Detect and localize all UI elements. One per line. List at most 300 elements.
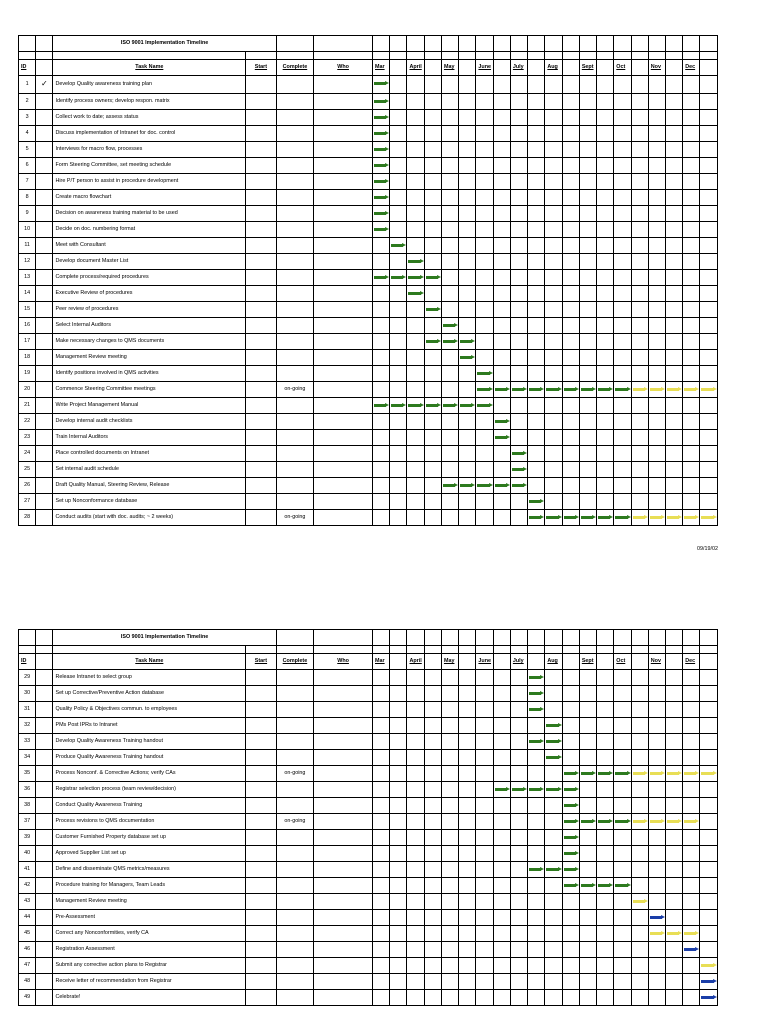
task-who bbox=[314, 382, 373, 398]
timeline-cell bbox=[545, 158, 562, 174]
timeline-cell bbox=[666, 302, 683, 318]
check-cell bbox=[36, 462, 53, 478]
task-id: 41 bbox=[19, 862, 36, 878]
timeline-arrow bbox=[374, 211, 389, 216]
check-cell bbox=[36, 126, 53, 142]
task-id: 6 bbox=[19, 158, 36, 174]
task-row bbox=[19, 990, 718, 1006]
timeline-cell bbox=[614, 286, 631, 302]
check-cell bbox=[36, 782, 53, 798]
task-name: Decision on awareness training material to be used bbox=[53, 206, 246, 222]
timeline-cell bbox=[648, 350, 665, 366]
timeline-cell bbox=[528, 430, 545, 446]
timeline-cell bbox=[407, 910, 424, 926]
timeline-cell bbox=[614, 926, 631, 942]
timeline-cell bbox=[666, 110, 683, 126]
timeline-cell bbox=[407, 462, 424, 478]
timeline-cell bbox=[528, 734, 545, 750]
timeline-cell bbox=[683, 446, 700, 462]
timeline-arrow bbox=[443, 339, 458, 344]
grid-cell bbox=[441, 646, 458, 654]
timeline-arrow bbox=[374, 81, 389, 86]
timeline-cell bbox=[562, 702, 579, 718]
grid-cell bbox=[373, 52, 390, 60]
timeline-cell bbox=[424, 430, 441, 446]
timeline-cell bbox=[614, 686, 631, 702]
timeline-cell bbox=[493, 686, 510, 702]
timeline-cell bbox=[459, 76, 476, 94]
timeline-arrow bbox=[633, 771, 648, 776]
timeline-cell bbox=[528, 158, 545, 174]
timeline-cell bbox=[424, 446, 441, 462]
task-id: 9 bbox=[19, 206, 36, 222]
timeline-cell bbox=[545, 942, 562, 958]
timeline-cell bbox=[441, 382, 458, 398]
task-id: 45 bbox=[19, 926, 36, 942]
task-row bbox=[19, 190, 718, 206]
timeline-cell bbox=[666, 718, 683, 734]
timeline-cell bbox=[459, 414, 476, 430]
arrow-head-icon bbox=[695, 515, 699, 519]
timeline-arrow bbox=[546, 755, 561, 760]
timeline-cell bbox=[683, 142, 700, 158]
timeline-cell bbox=[459, 206, 476, 222]
task-complete bbox=[276, 286, 314, 302]
timeline-arrow bbox=[667, 819, 682, 824]
timeline-cell bbox=[459, 942, 476, 958]
timeline-cell bbox=[700, 222, 718, 238]
timeline-cell bbox=[476, 142, 493, 158]
timeline-arrow bbox=[374, 227, 389, 232]
timeline-cell bbox=[459, 878, 476, 894]
timeline-cell bbox=[424, 382, 441, 398]
timeline-cell bbox=[407, 158, 424, 174]
timeline-cell bbox=[614, 846, 631, 862]
timeline-cell bbox=[528, 878, 545, 894]
timeline-cell bbox=[614, 510, 631, 526]
timeline-cell bbox=[683, 750, 700, 766]
timeline-cell bbox=[390, 238, 407, 254]
title-row bbox=[19, 36, 718, 52]
task-row bbox=[19, 158, 718, 174]
task-complete bbox=[276, 702, 314, 718]
task-who bbox=[314, 766, 373, 782]
arrow-head-icon bbox=[489, 387, 493, 391]
arrow-head-icon bbox=[695, 387, 699, 391]
timeline-cell bbox=[373, 702, 390, 718]
grid-cell bbox=[631, 646, 648, 654]
timeline-cell bbox=[390, 494, 407, 510]
timeline-cell bbox=[683, 206, 700, 222]
grid-cell bbox=[597, 630, 614, 646]
timeline-cell bbox=[700, 462, 718, 478]
timeline-cell bbox=[424, 862, 441, 878]
task-complete bbox=[276, 238, 314, 254]
timeline-cell bbox=[441, 910, 458, 926]
grid-cell bbox=[562, 36, 579, 52]
task-who bbox=[314, 414, 373, 430]
task-complete bbox=[276, 222, 314, 238]
timeline-arrow bbox=[460, 403, 475, 408]
timeline-cell bbox=[459, 718, 476, 734]
timeline-cell bbox=[631, 190, 648, 206]
timeline-cell bbox=[666, 926, 683, 942]
timeline-cell bbox=[528, 782, 545, 798]
task-start bbox=[246, 910, 276, 926]
timeline-cell bbox=[510, 862, 527, 878]
task-id: 3 bbox=[19, 110, 36, 126]
grid-cell bbox=[19, 36, 36, 52]
grid-cell bbox=[373, 630, 390, 646]
timeline-arrow bbox=[460, 339, 475, 344]
task-start bbox=[246, 398, 276, 414]
arrow-head-icon bbox=[713, 979, 717, 983]
timeline-cell bbox=[441, 76, 458, 94]
timeline-cell bbox=[579, 302, 596, 318]
timeline-arrow bbox=[408, 275, 423, 280]
task-start bbox=[246, 670, 276, 686]
timeline-cell bbox=[407, 974, 424, 990]
timeline-cell bbox=[493, 766, 510, 782]
timeline-cell bbox=[666, 76, 683, 94]
task-id: 30 bbox=[19, 686, 36, 702]
timeline-cell bbox=[545, 766, 562, 782]
task-name: Set internal audit schedule bbox=[53, 462, 246, 478]
timeline-cell bbox=[562, 174, 579, 190]
timeline-cell bbox=[597, 446, 614, 462]
timeline-cell bbox=[441, 462, 458, 478]
arrow-head-icon bbox=[558, 755, 562, 759]
task-start bbox=[246, 446, 276, 462]
timeline-cell bbox=[666, 462, 683, 478]
task-row bbox=[19, 862, 718, 878]
task-name: Process Nonconf. & Corrective Actions; verify CAs bbox=[53, 766, 246, 782]
task-complete bbox=[276, 462, 314, 478]
timeline-cell bbox=[407, 318, 424, 334]
task-complete bbox=[276, 206, 314, 222]
header-month: Mar bbox=[373, 60, 390, 76]
grid-cell bbox=[700, 630, 718, 646]
task-name: Identify positions involved in QMS activities bbox=[53, 366, 246, 382]
arrow-head-icon bbox=[592, 771, 596, 775]
timeline-cell bbox=[614, 798, 631, 814]
task-row bbox=[19, 942, 718, 958]
timeline-cell bbox=[441, 990, 458, 1006]
timeline-cell bbox=[683, 350, 700, 366]
timeline-cell bbox=[407, 398, 424, 414]
timeline-cell bbox=[545, 910, 562, 926]
grid-cell bbox=[562, 52, 579, 60]
task-id: 4 bbox=[19, 126, 36, 142]
timeline-cell bbox=[631, 814, 648, 830]
timeline-cell bbox=[700, 750, 718, 766]
timeline-cell bbox=[631, 286, 648, 302]
task-row bbox=[19, 734, 718, 750]
timeline-cell bbox=[476, 206, 493, 222]
header-month: Aug bbox=[545, 654, 562, 670]
task-row bbox=[19, 382, 718, 398]
arrow-head-icon bbox=[385, 195, 389, 199]
timeline-arrow bbox=[598, 883, 613, 888]
timeline-cell bbox=[631, 110, 648, 126]
task-who bbox=[314, 302, 373, 318]
grid-cell bbox=[276, 630, 314, 646]
timeline-cell bbox=[373, 76, 390, 94]
timeline-cell bbox=[510, 734, 527, 750]
timeline-cell bbox=[683, 878, 700, 894]
timeline-arrow bbox=[615, 883, 630, 888]
task-id: 7 bbox=[19, 174, 36, 190]
timeline-cell bbox=[597, 974, 614, 990]
timeline-cell bbox=[631, 350, 648, 366]
timeline-cell bbox=[545, 510, 562, 526]
timeline-cell bbox=[459, 974, 476, 990]
arrow-head-icon bbox=[385, 227, 389, 231]
task-row bbox=[19, 974, 718, 990]
timeline-cell bbox=[666, 94, 683, 110]
timeline-cell bbox=[528, 238, 545, 254]
timeline-cell bbox=[424, 286, 441, 302]
task-id: 24 bbox=[19, 446, 36, 462]
timeline-cell bbox=[545, 414, 562, 430]
timeline-cell bbox=[373, 814, 390, 830]
timeline-cell bbox=[545, 958, 562, 974]
header-month: Oct bbox=[614, 60, 631, 76]
timeline-cell bbox=[545, 398, 562, 414]
timeline-cell bbox=[597, 110, 614, 126]
timeline-arrow bbox=[546, 739, 561, 744]
timeline-cell bbox=[597, 942, 614, 958]
timeline-cell bbox=[683, 814, 700, 830]
timeline-cell bbox=[700, 414, 718, 430]
task-complete bbox=[276, 76, 314, 94]
timeline-cell bbox=[562, 942, 579, 958]
header-month: June bbox=[476, 654, 493, 670]
timeline-cell bbox=[493, 76, 510, 94]
timeline-cell bbox=[545, 494, 562, 510]
task-who bbox=[314, 110, 373, 126]
timeline-arrow bbox=[650, 515, 665, 520]
grid-cell bbox=[493, 654, 510, 670]
task-complete bbox=[276, 718, 314, 734]
timeline-cell bbox=[390, 942, 407, 958]
grid-cell bbox=[424, 60, 441, 76]
timeline-arrow bbox=[650, 387, 665, 392]
task-complete bbox=[276, 974, 314, 990]
task-start bbox=[246, 238, 276, 254]
timeline-cell bbox=[407, 702, 424, 718]
timeline-cell bbox=[390, 414, 407, 430]
timeline-cell bbox=[631, 382, 648, 398]
timeline-cell bbox=[407, 174, 424, 190]
timeline-cell bbox=[390, 702, 407, 718]
timeline-cell bbox=[528, 302, 545, 318]
timeline-cell bbox=[476, 478, 493, 494]
timeline-cell bbox=[614, 990, 631, 1006]
task-complete bbox=[276, 254, 314, 270]
timeline-cell bbox=[700, 254, 718, 270]
grid-cell bbox=[36, 36, 53, 52]
timeline-arrow bbox=[426, 403, 441, 408]
check-cell bbox=[36, 270, 53, 286]
timeline-cell bbox=[407, 286, 424, 302]
timeline-cell bbox=[545, 382, 562, 398]
timeline-cell bbox=[614, 254, 631, 270]
timeline-cell bbox=[683, 414, 700, 430]
timeline-cell bbox=[441, 718, 458, 734]
arrow-head-icon bbox=[661, 515, 665, 519]
timeline-cell bbox=[648, 702, 665, 718]
arrow-head-icon bbox=[609, 819, 613, 823]
check-cell bbox=[36, 510, 53, 526]
timeline-cell bbox=[545, 798, 562, 814]
timeline-cell bbox=[562, 878, 579, 894]
timeline-cell bbox=[476, 510, 493, 526]
timeline-arrow bbox=[581, 771, 596, 776]
timeline-cell bbox=[459, 510, 476, 526]
arrow-head-icon bbox=[661, 819, 665, 823]
task-complete: on-going bbox=[276, 510, 314, 526]
arrow-head-icon bbox=[506, 435, 510, 439]
timeline-cell bbox=[683, 830, 700, 846]
timeline-cell bbox=[459, 142, 476, 158]
check-cell bbox=[36, 350, 53, 366]
timeline-cell bbox=[459, 910, 476, 926]
timeline-cell bbox=[597, 670, 614, 686]
check-cell bbox=[36, 686, 53, 702]
arrow-head-icon bbox=[713, 387, 717, 391]
timeline-cell bbox=[441, 494, 458, 510]
timeline-cell bbox=[562, 430, 579, 446]
timeline-cell bbox=[459, 110, 476, 126]
timeline-cell bbox=[373, 446, 390, 462]
arrow-head-icon bbox=[661, 915, 665, 919]
timeline-cell bbox=[459, 430, 476, 446]
task-start bbox=[246, 76, 276, 94]
grid-cell bbox=[579, 630, 596, 646]
task-name: Decide on doc. numbering format bbox=[53, 222, 246, 238]
timeline-cell bbox=[545, 142, 562, 158]
timeline-cell bbox=[528, 318, 545, 334]
timeline-cell bbox=[476, 238, 493, 254]
timeline-cell bbox=[390, 142, 407, 158]
grid-cell bbox=[390, 36, 407, 52]
task-who bbox=[314, 974, 373, 990]
timeline-cell bbox=[545, 110, 562, 126]
timeline-cell bbox=[476, 750, 493, 766]
timeline-cell bbox=[476, 446, 493, 462]
header-month: May bbox=[441, 654, 458, 670]
timeline-cell bbox=[493, 190, 510, 206]
timeline-cell bbox=[562, 798, 579, 814]
timeline-cell bbox=[528, 990, 545, 1006]
task-id: 44 bbox=[19, 910, 36, 926]
timeline-cell bbox=[373, 862, 390, 878]
timeline-cell bbox=[390, 254, 407, 270]
timeline-arrow bbox=[650, 819, 665, 824]
grid-cell bbox=[441, 52, 458, 60]
arrow-head-icon bbox=[540, 691, 544, 695]
timeline-cell bbox=[510, 350, 527, 366]
header-start: Start bbox=[246, 60, 276, 76]
timeline-cell bbox=[700, 382, 718, 398]
header-month: Nov bbox=[648, 60, 665, 76]
task-row bbox=[19, 910, 718, 926]
timeline-arrow bbox=[615, 771, 630, 776]
timeline-cell bbox=[407, 270, 424, 286]
timeline-cell bbox=[476, 334, 493, 350]
check-cell bbox=[36, 958, 53, 974]
timeline-arrow bbox=[684, 515, 699, 520]
timeline-cell bbox=[373, 910, 390, 926]
timeline-cell bbox=[666, 206, 683, 222]
task-id: 23 bbox=[19, 430, 36, 446]
timeline-cell bbox=[528, 382, 545, 398]
timeline-cell bbox=[476, 174, 493, 190]
timeline-cell bbox=[562, 894, 579, 910]
timeline-arrow bbox=[529, 387, 544, 392]
timeline-cell bbox=[597, 334, 614, 350]
timeline-cell bbox=[648, 670, 665, 686]
timeline-cell bbox=[424, 494, 441, 510]
grid-cell bbox=[246, 52, 276, 60]
timeline-cell bbox=[545, 782, 562, 798]
timeline-arrow bbox=[633, 819, 648, 824]
timeline-arrow bbox=[564, 515, 579, 520]
timeline-cell bbox=[700, 990, 718, 1006]
arrow-head-icon bbox=[437, 403, 441, 407]
task-complete bbox=[276, 942, 314, 958]
task-complete bbox=[276, 894, 314, 910]
task-complete: on-going bbox=[276, 814, 314, 830]
timeline-cell bbox=[700, 334, 718, 350]
timeline-cell bbox=[373, 94, 390, 110]
timeline-cell bbox=[390, 718, 407, 734]
task-start bbox=[246, 174, 276, 190]
timeline-cell bbox=[424, 798, 441, 814]
timeline-cell bbox=[424, 94, 441, 110]
timeline-cell bbox=[683, 158, 700, 174]
arrow-head-icon bbox=[558, 723, 562, 727]
task-start bbox=[246, 734, 276, 750]
timeline-cell bbox=[597, 318, 614, 334]
task-start bbox=[246, 206, 276, 222]
timeline-cell bbox=[648, 302, 665, 318]
header-task: Task Name bbox=[53, 60, 246, 76]
timeline-cell bbox=[683, 862, 700, 878]
timeline-cell bbox=[648, 894, 665, 910]
timeline-cell bbox=[579, 382, 596, 398]
timeline-cell bbox=[390, 382, 407, 398]
timeline-cell bbox=[424, 222, 441, 238]
grid-cell bbox=[528, 36, 545, 52]
timeline-cell bbox=[528, 286, 545, 302]
timeline-cell bbox=[614, 862, 631, 878]
arrow-head-icon bbox=[627, 387, 631, 391]
timeline-cell bbox=[493, 238, 510, 254]
timeline-cell bbox=[648, 926, 665, 942]
timeline-cell bbox=[666, 414, 683, 430]
timeline-cell bbox=[441, 254, 458, 270]
timeline-cell bbox=[683, 494, 700, 510]
header-start: Start bbox=[246, 654, 276, 670]
grid-cell bbox=[36, 60, 53, 76]
task-complete bbox=[276, 158, 314, 174]
timeline-cell bbox=[493, 974, 510, 990]
check-cell bbox=[36, 926, 53, 942]
task-name: Approved Supplier List set up bbox=[53, 846, 246, 862]
timeline-cell bbox=[424, 734, 441, 750]
